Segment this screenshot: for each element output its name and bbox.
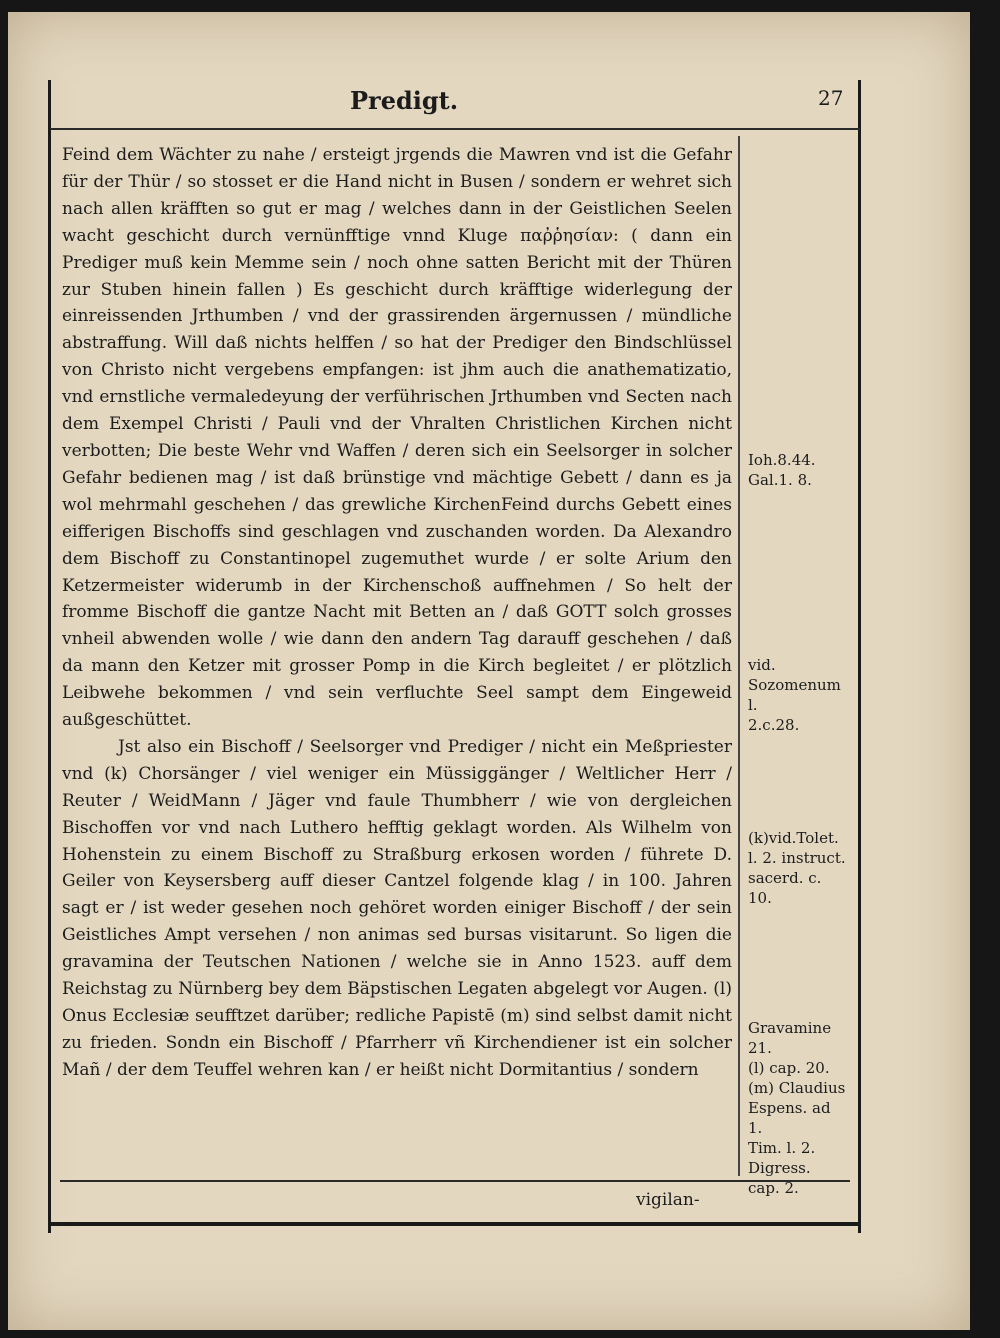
margin-note: (k)vid.Tolet. l. 2. instruct. sacerd. c. 10. (748, 829, 846, 907)
catchword: vigilan- (636, 1190, 700, 1210)
header-rule (50, 128, 860, 130)
margin-note: Ioh.8.44. Gal.1. 8. (748, 451, 816, 489)
margin-note: vid. Sozomenum l. 2.c.28. (748, 656, 841, 734)
main-text-block (62, 142, 732, 1084)
running-head: Predigt. (350, 86, 459, 115)
paragraph: Jst also ein Bischoff / Seelsorger vnd Prediger / nicht ein Meßpriester vnd (k) Chorsänger / viel weniger ein Müssiggänger / Weltlicher Herr / Reuter / WeidMann / Jäger vnd faule Thumbherr / wie von dergleichen Bischoffen vor vnd nach Luthero hefftig geklagt worden. Als Wilhelm von Hohenstein zu einem Bischoff zu Straßburg erkosen worden / führete D. Geiler von Keysersberg auff dieser Cantzel folgende klag / in 100. Jahren sagt er / ist weder gesehen noch gehöret worden einiger Bischoff / der sein Geistliches Ampt versehen / non animas sed bursas visitarunt. So ligen die gravamina der Teutschen Nationen / welche sie in Anno 1523. auff dem Reichstag zu Nürnberg bey dem Bäpstischen Legaten abgelegt vor Augen. (l) Onus Ecclesiæ seufftzet darüber; redliche Papistē (m) sind selbst damit nicht zu frieden. Sondn ein Bischoff / Pfarrherr vñ Kirchendiener ist ein solcher Mañ / der dem Teuffel wehren kan / er heißt nicht Dormitantius / sondern (62, 736, 732, 1080)
left-border-rule (48, 80, 51, 1233)
footer-rule (50, 1222, 860, 1226)
text-bottom-rule (60, 1180, 850, 1182)
paragraph: Feind dem Wächter zu nahe / ersteigt jrgends die Mawren vnd ist die Gefahr für der Thür / so stosset er die Hand nicht in Busen / sondern er wehret sich nach allen kräfften so gut er mag / welches dann in der Geistlichen Seelen wacht geschicht durch vernünfftige vnnd Kluge παῤῥησίαν: ( dann ein Prediger muß kein Memme sein / noch ohne satten Bericht mit der Thüren zur Stuben hinein fallen ) Es geschicht durch kräfftige widerlegung der einreissenden Jrthumben / vnd der grassirenden ärgernussen / mündliche abstraffung. Will daß nichts helffen / so hat der Prediger den Bindschlüssel von Christo nicht vergebens empfangen: ist jhm auch die anathematizatio, vnd ernstliche vermaledeyung der verführischen Jrthumben vnd Secten nach dem Exempel Christi / Pauli vnd der Vhralten Christlichen Kirchen nicht verbotten; Die beste Wehr vnd Waffen / deren sich ein Seelsorger in solcher Gefahr bedienen mag / ist daß brünstige vnd mächtige Gebett / dann es ja wol mehrmahl geschehen / das grewliche KirchenFeind durchs Gebett eines eifferigen Bischoffs sind geschlagen vnd zuschanden worden. Da Alexandro dem Bischoff zu Constantinopel zugemuthet wurde / er solte Arium den Ketzermeister widerumb in der Kirchenschoß auffnehmen / So helt der fromme Bischoff die gantze Nacht mit Betten an / daß GOTT solch grosses vnheil abwenden wolle / wie dann den andern Tag darauff geschehen / daß da mann den Ketzer mit grosser Pomp in die Kirch begleitet / er plötzlich Leibwehe bekommen / vnd sein verfluchte Seel sampt dem Eingeweid außgeschüttet. (62, 145, 732, 731)
margin-column-rule (738, 136, 740, 1176)
page-number: 27 (818, 86, 844, 110)
right-border-rule (858, 80, 861, 1233)
margin-note: Gravamine 21. (l) cap. 20. (m) Claudius Espens. ad 1. Tim. l. 2. Digress. cap. 2. (748, 1019, 846, 1197)
